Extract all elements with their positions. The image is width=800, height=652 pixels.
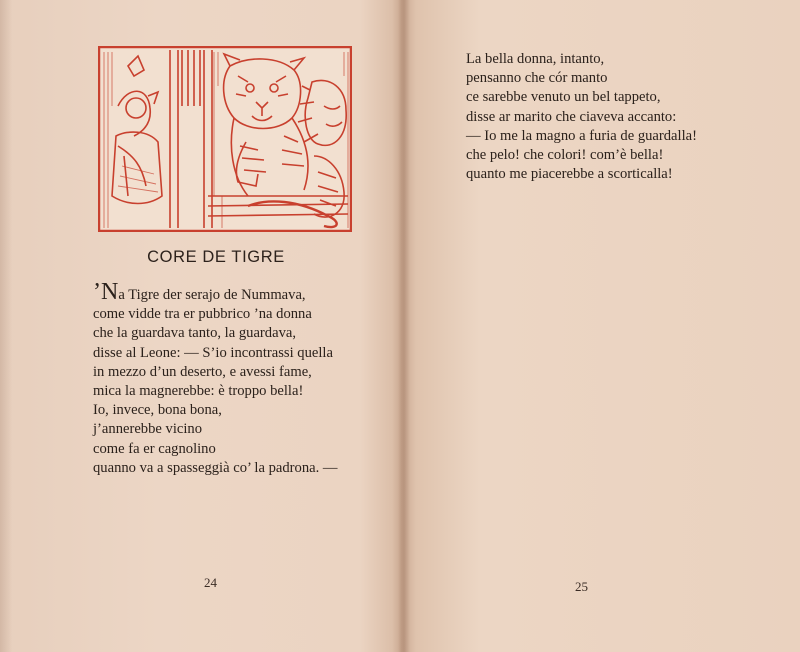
poem-line-text: a Tigre der serajo de Nummava, bbox=[118, 287, 306, 303]
poem-line: che pelo! che colori! com’è bella! bbox=[466, 146, 664, 163]
poem-line: ce sarebbe venuto un bel tappeto, bbox=[466, 89, 661, 106]
poem-line: quanno va a spasseggià co’ la padrona. — bbox=[93, 459, 338, 476]
left-poem-lines bbox=[93, 279, 338, 478]
poem-line: pensanno che cór manto bbox=[466, 70, 608, 87]
poem-line: come fa er cagnolino bbox=[93, 440, 216, 457]
tiger-woodcut-illustration bbox=[98, 46, 352, 232]
page-edge-shadow bbox=[0, 0, 12, 652]
poem-line: La bella donna, intanto, bbox=[466, 51, 605, 67]
poem-line: Io, invece, bona bona, bbox=[93, 402, 222, 419]
page-number-right: 25 bbox=[575, 579, 588, 594]
page-number-left: 24 bbox=[204, 575, 217, 590]
poem-line: j’annerebbe vicino bbox=[93, 421, 202, 438]
poem-line bbox=[93, 279, 338, 305]
right-poem-lines bbox=[466, 50, 697, 184]
poem-line: disse al Leone: — S’io incontrassi quella bbox=[93, 344, 333, 361]
poem-title: CORE DE TIGRE bbox=[147, 248, 285, 266]
poem-line: — Io me la magno a furia de guardalla! bbox=[466, 127, 697, 144]
poem-line: che la guardava tanto, la guardava, bbox=[93, 325, 296, 342]
poem-line: mica la magnerebbe: è troppo bella! bbox=[93, 382, 304, 399]
poem-line: disse ar marito che ciaveva accanto: bbox=[466, 108, 677, 125]
poem-line: come vidde tra er pubbrico ’na donna bbox=[93, 306, 312, 323]
book-gutter bbox=[398, 0, 410, 652]
drop-cap: ’N bbox=[93, 279, 119, 305]
poem-line: quanto me piacerebbe a scorticalla! bbox=[466, 166, 673, 183]
poem-line: in mezzo d’un deserto, e avessi fame, bbox=[93, 363, 312, 380]
